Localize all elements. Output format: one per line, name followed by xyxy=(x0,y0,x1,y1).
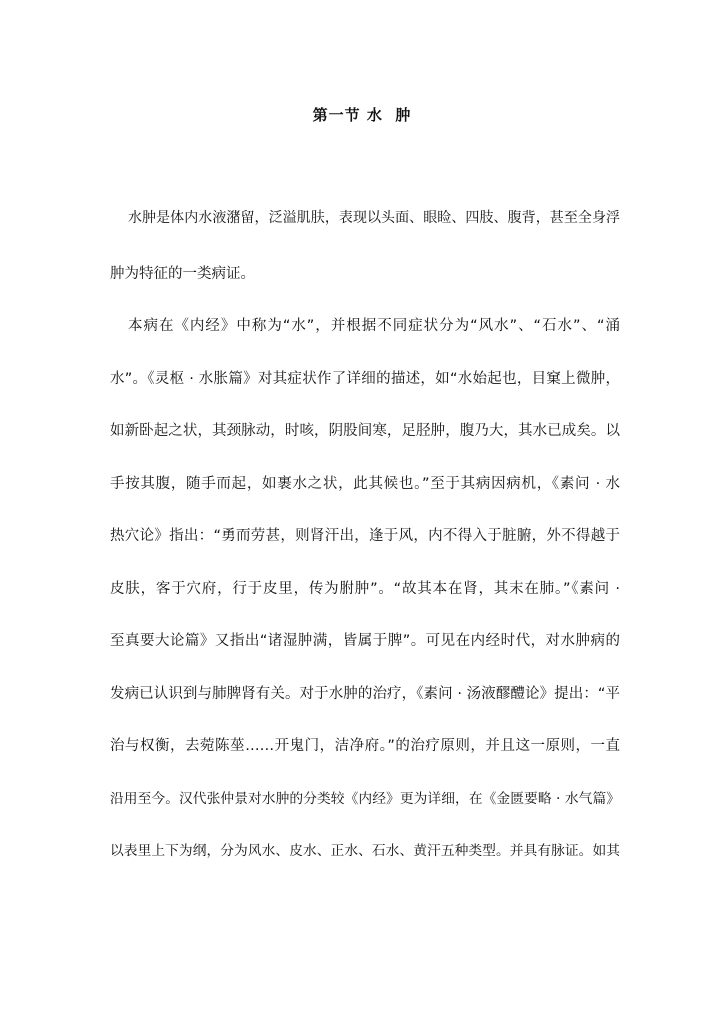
section-title: 第一节 水 肿 xyxy=(312,106,412,124)
paragraph-line: 手按其腹，随手而起，如裹水之状，此其候也。”至于其病因病机，《素问 · 水 xyxy=(110,476,620,492)
paragraph-line: 发病已认识到与肺脾肾有关。对于水肿的治疗，《素问 · 汤液醪醴论》提出：“平 xyxy=(110,686,620,702)
paragraph-line: 至真要大论篇》又指出“诸湿肿满，皆属于脾”。可见在内经时代，对水肿病的 xyxy=(110,633,620,649)
paragraph-line: 如新卧起之状，其颈脉动，时咳，阴股间寒，足胫肿，腹乃大，其水已成矣。以 xyxy=(110,423,620,439)
paragraph-line: 水”。《灵枢 · 水胀篇》对其症状作了详细的描述，如“水始起也，目窠上微肿， xyxy=(110,371,620,387)
paragraph-line: 皮肤，客于穴府，行于皮里，传为胕肿”。“故其本在肾，其末在肺。”《素问 · xyxy=(110,581,620,597)
paragraph-line: 热穴论》指出：“勇而劳甚，则肾汗出，逢于风，内不得入于脏腑，外不得越于 xyxy=(110,528,620,544)
paragraph-line: 治与权衡，去菀陈莝……开鬼门，洁净府。”的治疗原则，并且这一原则，一直 xyxy=(110,738,620,754)
paragraph-line: 水肿是体内水液潴留，泛溢肌肤，表现以头面、眼睑、四肢、腹背，甚至全身浮 xyxy=(128,210,620,226)
paragraph-line: 沿用至今。汉代张仲景对水肿的分类较《内经》更为详细，在《金匮要略 · 水气篇》 xyxy=(110,791,620,807)
paragraph-line: 本病在《内经》中称为“水”，并根据不同症状分为“风水”、“石水”、“涌 xyxy=(128,318,620,334)
paragraph-line: 以表里上下为纲，分为风水、皮水、正水、石水、黄汗五种类型。并具有脉证。如其 xyxy=(110,843,620,859)
paragraph-line: 肿为特征的一类病证。 xyxy=(110,266,255,282)
